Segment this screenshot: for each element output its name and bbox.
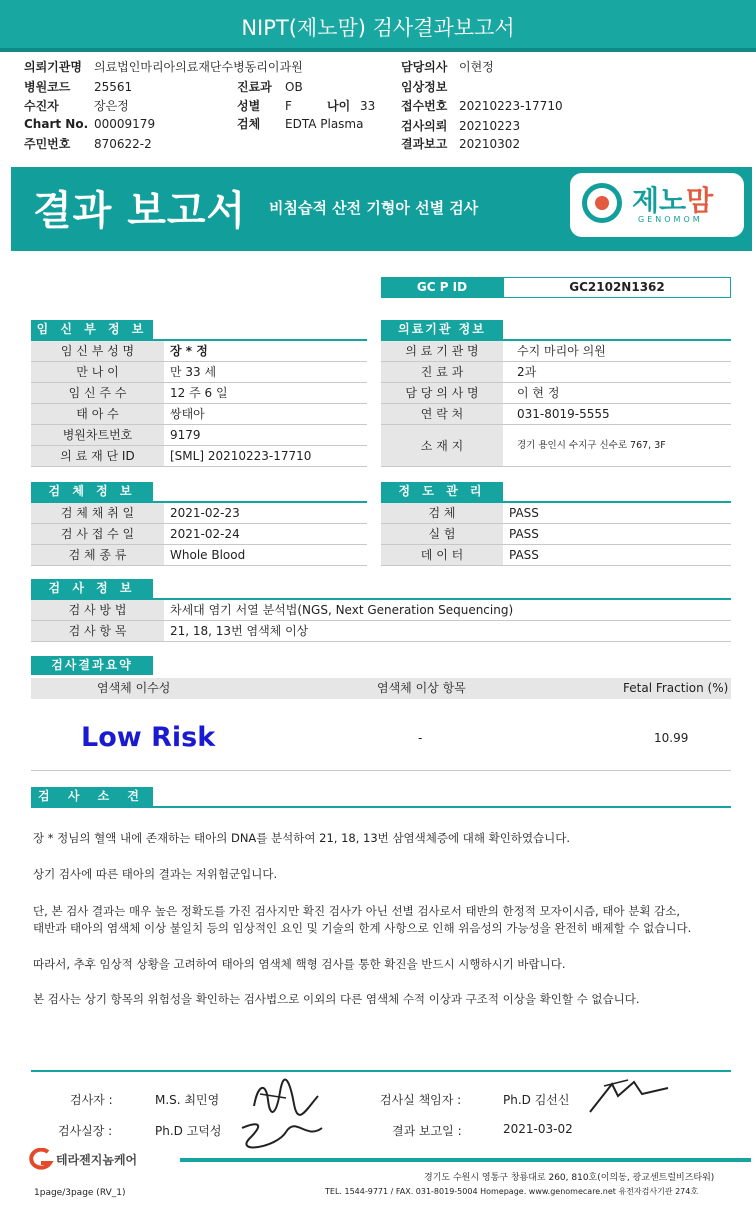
- row-value: 031-8019-5555: [517, 407, 610, 421]
- qc-header: 정 도 관 리: [381, 482, 503, 501]
- table-row: [381, 404, 731, 425]
- row-label: 검 사 방 법: [31, 600, 164, 620]
- resident-row: 주민번호 870622-2: [24, 137, 152, 151]
- row-value: 경기 용인시 수지구 신수로 767, 3F: [517, 440, 666, 451]
- row-value: 2021-02-24: [170, 527, 240, 541]
- lab-head-name: Ph.D 김선신: [503, 1093, 570, 1107]
- table-row: [31, 621, 731, 642]
- institution-info-header: 의료기관 정보: [381, 320, 503, 339]
- company-name: 테라젠지놈케어: [56, 1153, 138, 1167]
- footer-address: 경기도 수원시 영통구 창룡대로 260, 810호(이의동, 광교센트럴비즈타워): [424, 1173, 715, 1183]
- finding-paragraph-3b: 태반과 태아의 염색체 이상 불일치 등의 임상적인 요인 및 기술의 한계 사항으로 인해 위음성의 가능성을 완전히 배제할 수 없습니다.: [33, 921, 692, 935]
- report-banner: [11, 167, 752, 251]
- row-value: [SML] 20210223-17710: [170, 449, 312, 463]
- row-value: 21, 18, 13번 염색체 이상: [170, 624, 309, 638]
- summary-header: 검사결과요약: [31, 656, 153, 675]
- row-label: 검 체: [381, 503, 503, 523]
- gcid-value: GC2102N1362: [503, 277, 731, 298]
- row-label: 임 신 주 수: [31, 383, 164, 403]
- lab-head-label: 검사실 책임자 :: [380, 1093, 462, 1107]
- row-label: 실 험: [381, 524, 503, 544]
- finding-paragraph-2: 상기 검사에 따른 태아의 결과는 저위험군입니다.: [33, 867, 278, 881]
- fetal-fraction-value: 10.99: [654, 731, 689, 745]
- report-date: 2021-03-02: [503, 1122, 573, 1136]
- receipt-row: 접수번호 20210223-17710: [401, 99, 563, 113]
- row-value: PASS: [509, 548, 539, 562]
- table-row: [381, 524, 731, 545]
- row-label: 소 재 지: [381, 425, 503, 466]
- page-number: 1page/3page (RV_1): [34, 1188, 126, 1198]
- row-value: 수지 마리아 의원: [517, 344, 606, 358]
- banner-subtitle: 비침습적 산전 기형아 선별 검사: [269, 199, 479, 217]
- row-value: 이 현 정: [517, 386, 560, 400]
- examinee-row: 수진자 장은정: [24, 99, 129, 113]
- chief-signature: [236, 1118, 326, 1154]
- report-date-label: 결과 보고일 :: [392, 1124, 462, 1138]
- table-row: [381, 545, 731, 566]
- table-row: [381, 503, 731, 524]
- table-row: [381, 362, 731, 383]
- institution-row: 의뢰기관명 의료법인마리아의료재단수병동리이과원: [24, 60, 303, 74]
- row-label: 의 료 기 관 명: [381, 341, 503, 361]
- request-row: 검사의뢰 20210223: [401, 119, 521, 133]
- table-row: [31, 404, 367, 425]
- row-value: 쌍태아: [170, 407, 205, 421]
- table-row: [31, 425, 367, 446]
- sex-row: 성별 F 나이 33: [237, 99, 376, 113]
- page-title: NIPT(제노맘) 검사결과보고서: [0, 0, 756, 52]
- table-row: [31, 446, 367, 467]
- logo-subtext: GENOMOM: [638, 215, 703, 224]
- logo-text: 제노맘: [632, 184, 714, 217]
- row-value: 12 주 6 일: [170, 386, 228, 400]
- row-value: Whole Blood: [170, 548, 246, 562]
- abnormal-items-value: -: [418, 731, 423, 745]
- row-value: PASS: [509, 506, 539, 520]
- lab-head-signature: [584, 1072, 674, 1118]
- row-label: 검 체 채 취 일: [31, 503, 164, 523]
- finding-paragraph-5: 본 검사는 상기 항목의 위험성을 확인하는 검사법으로 이외의 다른 염색체 수적 이상과 구조적 이상을 확인할 수 없습니다.: [33, 992, 640, 1006]
- row-label: 태 아 수: [31, 404, 164, 424]
- table-row: [381, 383, 731, 404]
- col-aneuploidy: 염색체 이수성: [97, 681, 171, 695]
- terragen-logo-icon: [28, 1148, 54, 1170]
- section-divider: [31, 806, 731, 808]
- row-label: 병원차트번호: [31, 425, 164, 445]
- clinical-row: 임상정보: [401, 80, 448, 94]
- genomom-logo: [570, 173, 744, 237]
- pregnant-info-header: 임 신 부 정 보: [31, 320, 153, 339]
- row-value: 9179: [170, 428, 201, 442]
- test-info-header: 검 사 정 보: [31, 579, 153, 598]
- summary-bottom-line: [31, 770, 731, 771]
- row-value: 만 33 세: [170, 365, 217, 379]
- row-value: 2021-02-23: [170, 506, 240, 520]
- table-row: [31, 503, 367, 524]
- table-row: [381, 341, 731, 362]
- row-label: 진 료 과: [381, 362, 503, 382]
- row-value: 장 * 정: [170, 344, 208, 358]
- row-label: 임 신 부 성 명: [31, 341, 164, 361]
- tester-name: M.S. 최민영: [155, 1093, 220, 1107]
- row-label: 의 료 재 단 ID: [31, 446, 164, 466]
- row-value: 2과: [517, 365, 537, 379]
- tester-label: 검사자 :: [70, 1093, 113, 1107]
- specimen-info-header: 검 체 정 보: [31, 482, 153, 501]
- col-abnormal-items: 염색체 이상 항목: [377, 681, 466, 695]
- footer-contact: TEL. 1544-9771 / FAX. 031-8019-5004 Homepage. www.genomecare.net 유전자검사기관 274호: [325, 1187, 699, 1196]
- row-label: 데 이 터: [381, 545, 503, 565]
- hospital-code-row: 병원코드 25561: [24, 80, 133, 94]
- tester-signature: [246, 1076, 326, 1122]
- chief-label: 검사실장 :: [58, 1124, 113, 1138]
- summary-column-header: [31, 678, 731, 699]
- row-label: 검 사 접 수 일: [31, 524, 164, 544]
- finding-paragraph-1: 장 * 정님의 혈액 내에 존재하는 태아의 DNA를 분석하여 21, 18, 13번 삼염색체증에 대해 확인하였습니다.: [33, 831, 571, 845]
- dept-row: 진료과 OB: [237, 80, 303, 94]
- banner-title: 결과 보고서: [33, 188, 247, 234]
- report-row: 결과보고 20210302: [401, 137, 521, 151]
- findings-header: 검 사 소 견: [31, 787, 153, 806]
- chart-row: Chart No. 00009179: [24, 117, 156, 131]
- gcid-label: GC P ID: [381, 277, 503, 298]
- risk-result: Low Risk: [81, 722, 216, 753]
- row-label: 담 당 의 사 명: [381, 383, 503, 403]
- row-value: PASS: [509, 527, 539, 541]
- doctor-row: 담당의사 이현정: [401, 60, 494, 74]
- col-fetal-fraction: Fetal Fraction (%): [623, 681, 729, 695]
- row-value: 차세대 염기 서열 분석법(NGS, Next Generation Sequencing): [170, 603, 514, 617]
- table-row: [31, 524, 367, 545]
- row-label: 만 나 이: [31, 362, 164, 382]
- finding-paragraph-3a: 단, 본 검사 결과는 매우 높은 정확도를 가진 검사지만 확진 검사가 아닌 선별 검사로서 태반의 한정적 모자이시즘, 태아 분획 감소,: [33, 904, 680, 918]
- table-row: [31, 600, 731, 621]
- table-row: [31, 383, 367, 404]
- row-label: 연 락 처: [381, 404, 503, 424]
- row-label: 검 체 종 류: [31, 545, 164, 565]
- table-row: [381, 425, 731, 467]
- specimen-row: 검체 EDTA Plasma: [237, 117, 364, 131]
- logo-mark-icon: [582, 183, 622, 223]
- row-label: 검 사 항 목: [31, 621, 164, 641]
- table-row: [31, 341, 367, 362]
- chief-name: Ph.D 고덕성: [155, 1124, 222, 1138]
- footer-divider: [180, 1158, 751, 1162]
- table-row: [31, 362, 367, 383]
- table-row: [31, 545, 367, 566]
- finding-paragraph-4: 따라서, 추후 임상적 상황을 고려하여 태아의 염색체 핵형 검사를 통한 확진을 반드시 시행하시기 바랍니다.: [33, 957, 566, 971]
